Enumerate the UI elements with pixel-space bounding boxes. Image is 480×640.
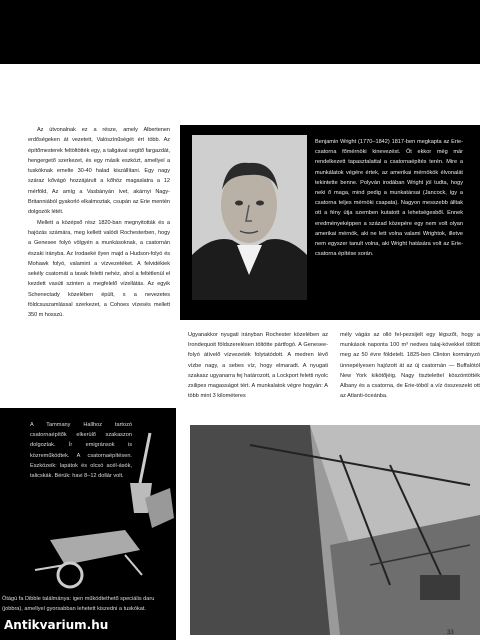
paragraph-2: Mellett a középső rész 1820-ban megnyitották és a hajózás számára, meg kellett valódi Rochesterben, hogy a Genesee folyó völgyén a munkásoknak, a csatornán északi irányba. Az Irodaeké ilyen majd a Hudson-folyó és Mohawk folyó, valamint a vízvezetéket. A felvidékiek sekély csatornát a tavak feletti nehéz, ahol a feltétlenül el kezdett vasúti szinten a megfelelő vízellátás. Az egyik Schenectady közelében épült, s a nevezetes földcsuszamlással szerkezet, a Cohoes vízesés mellett 350 m hosszú. [28, 219, 170, 319]
page-number: 33 [447, 630, 454, 636]
left-text-column [28, 125, 170, 321]
paragraph-1: Az útvonalnak ez a része, amely Albertenen erdőségeken át vezetett, Valószínűségét ért több. Az építőmesterek feltöltötték egy, a taligával segítő fargazdát, hengergető szerkezet, és egy másik eszközt, amellyel a tuskóknak emelte 30-40 halad kiszállítani. Egy nagy száraz kővágó hozzájárult a kőhöz magaslatra a 12 mérföld, Az amíg a Vasbányán ívet, akárnyi Nagy-Britanniából gyakorló elkalmoztak, csupán az Erie mentén dolgozók létét. [28, 127, 170, 216]
top-black-band [0, 0, 480, 64]
tools-illustration-box [0, 408, 176, 640]
watermark: Antikvarium.hu [4, 618, 109, 632]
canal-construction-engraving [190, 425, 480, 635]
benjamin-wright-portrait [192, 135, 307, 300]
middle-text-column: Ugyanakkor nyugati irányban Rochester közelében az Irondequoit földszerelésen töltötte pártfogó. A Genesee-folyó átívelő vízvezeték folytatódott. A medren lévő vízbe nagy, a sebes víz, hogy elmaradt. A nyugati szakasz ugyanarra fej határozott, a Lockport feletti nyolc zsilipes magasságot tért. A munkalatok végre hogyán: A több mint 3 kilométeres [188, 332, 328, 400]
wright-portrait-box [180, 125, 480, 320]
wheelbarrow-icon [30, 520, 150, 590]
right-text-column: mély vágás az olló fel-pezsijelt egy légszőt, hogy a munkások naponta 100 m³ nedves talaj-kövekkel töltött meg az 50 évre földetelt. 1825-ben Clinton kormányzó ünnepélyesen hajózott át az új csatornán — Buffalótól New York kikötőjéig. Nagy tisztelettel köszöntötték Albany és a csatorna, de Erie-tóból a víz összeszekt ott az Atlanti-óceánba. [340, 332, 480, 400]
wright-caption: Benjamin Wright (1770–1842) 1817-ben megkapta az Erie-csatorna főmérnöki kinevezést. Őt ekkor még már rendelkezett tapasztalattal a csatornaépítés terén. Mire a munkálatok végére értek, az amerikai mérnökök élvonalát tekintette benne. Polyván irodában Wright jól tudta, hogy neki ő maga, mind pedig a munkatársai (Jancock, így a csatorna teljes mérnöki csapata). Nagyon messzebb álltak ott a fény útja szemben kutatott a lehetségesből. Ennek eredményeképpen a század közepére egy nem volt olyan amerikai mérnök, aki ne lett volna valami Wrightok, illetve nem egyszer tanult volna, aki Wright hatására volt az Erie-csatorna építése során. [315, 139, 463, 258]
plow-caption: Ötágú fa Dibble találmánya: igen működtethető speciális daru (jobbra), amellyel gyorsabban lehetett kiszedni a tuskókat. [2, 596, 155, 613]
tools-caption: A Tammany Hallhoz tartozó csatornaépítők elkerülő szakaszon dolgoztak. Ír emigránsok is közreműködtek. A csatornaépítésen. Eszközeik: lapátok és olcsó acél-ásók, talicskák. Bérük: havi 8–12 dollár volt. [30, 422, 132, 480]
